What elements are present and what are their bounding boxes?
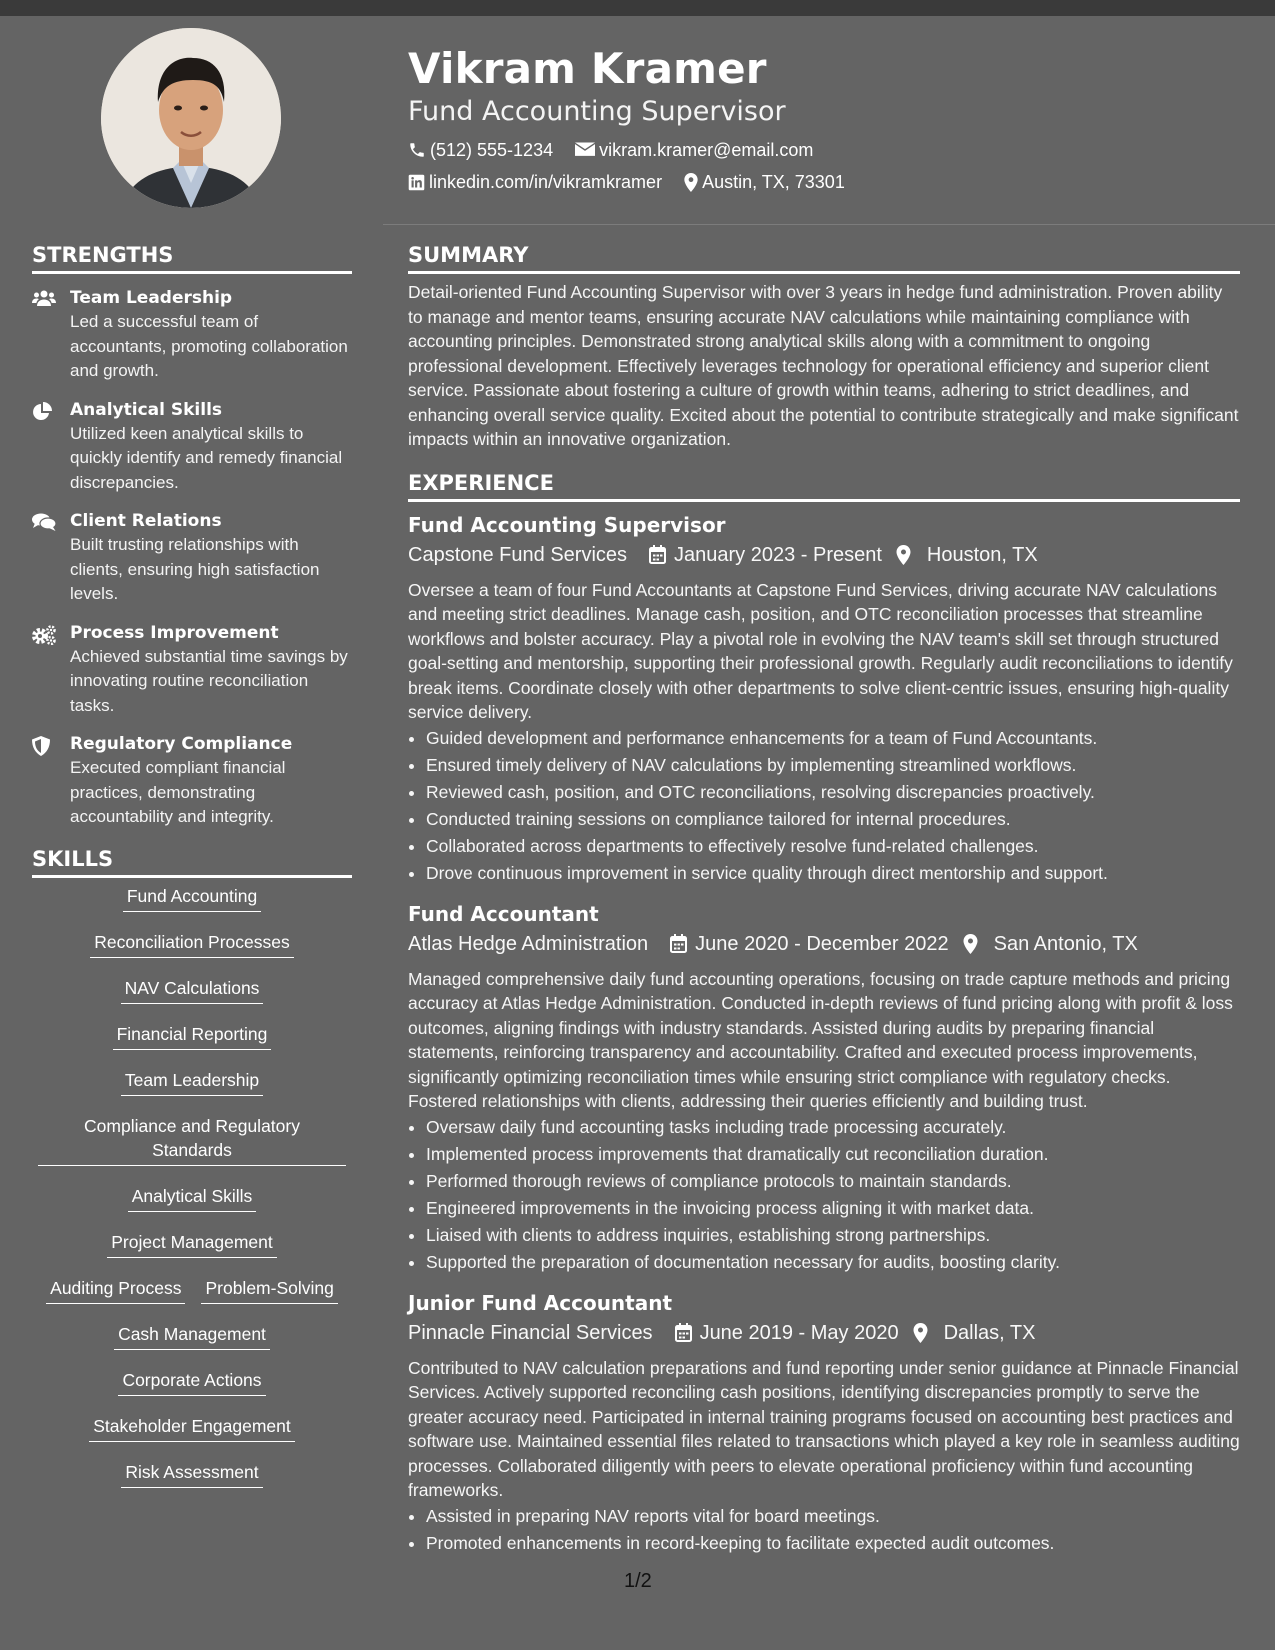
shield-icon xyxy=(32,736,50,756)
bullet-item: • Assisted in preparing NAV reports vital for board meetings. xyxy=(426,1503,1240,1530)
job-entry xyxy=(408,510,1240,887)
comments-icon xyxy=(32,513,56,531)
job-entry xyxy=(408,1288,1240,1557)
candidate-title: Fund Accounting Supervisor xyxy=(408,96,786,127)
left-column xyxy=(32,240,352,1506)
company-name: Atlas Hedge Administration xyxy=(408,932,649,955)
linkedin-url: linkedin.com/in/vikramkramer xyxy=(429,172,663,192)
bullet-item: • Guided development and performance enhancements for a team of Fund Accountants. xyxy=(426,725,1240,752)
pie-chart-icon xyxy=(32,402,52,422)
skills-list xyxy=(32,884,352,1506)
envelope-icon xyxy=(575,142,595,158)
strength-item xyxy=(32,621,352,719)
bullet-item: • Implemented process improvements that dramatically cut reconciliation duration. xyxy=(426,1141,1240,1168)
skill-tag: Financial Reporting xyxy=(113,1022,272,1050)
phone-icon xyxy=(408,141,426,159)
map-marker-icon xyxy=(684,173,698,192)
job-description: Managed comprehensive daily fund accounting operations, focusing on trade capture methods and pricing accuracy at Atlas Hedge Administration. Conducted in-depth reviews of fund pricing along with profit & loss outcomes, aligning findings with industry standards. Assisted during audits by preparing financial statements, reinforcing transparency and accountability. Crafted and executed process improvements, significantly optimizing reconciliation times while ensuring strict compliance with regulatory checks. Fostered relationships with clients, addressing their queries efficiently and building trust. xyxy=(408,968,1233,1111)
location-contact xyxy=(684,166,845,198)
bullet-item: • Oversaw daily fund accounting tasks including trade processing accurately. xyxy=(426,1114,1240,1141)
job-meta xyxy=(408,929,1240,959)
strength-title: Process Improvement xyxy=(70,622,279,643)
job-meta xyxy=(408,1318,1240,1348)
top-bar xyxy=(0,0,1275,16)
strength-item xyxy=(32,509,352,607)
phone-contact[interactable] xyxy=(408,134,553,166)
skill-tag: NAV Calculations xyxy=(121,976,264,1004)
skill-tag: Auditing Process xyxy=(46,1276,185,1304)
contact-row-2 xyxy=(408,166,1248,198)
strengths-heading: STRENGTHS xyxy=(32,240,352,274)
skill-row xyxy=(32,1276,352,1322)
map-marker-icon xyxy=(896,545,911,565)
skill-tag: Reconciliation Processes xyxy=(90,930,294,958)
skill-tag: Cash Management xyxy=(114,1322,270,1350)
summary-heading: SUMMARY xyxy=(408,240,1240,274)
job-title: Fund Accounting Supervisor xyxy=(408,512,726,537)
bullet-item: • Promoted enhancements in record-keeping to facilitate expected audit outcomes. xyxy=(426,1530,1240,1557)
calendar-icon xyxy=(649,545,666,564)
skill-tag: Stakeholder Engagement xyxy=(89,1414,295,1442)
strength-description: Achieved substantial time savings by innovating routine reconciliation tasks. xyxy=(70,646,348,715)
bullet-item: • Reviewed cash, position, and OTC reconciliations, resolving discrepancies proactively. xyxy=(426,779,1240,806)
job-description: Oversee a team of four Fund Accountants at Capstone Fund Services, driving accurate NAV calculations and meeting strict deadlines. Manage cash, position, and OTC reconciliation processes that streamline workflows and bolster accuracy. Play a pivotal role in evolving the NAV team's skill set through structured goal-setting and mentorship, supporting their professional growth. Regularly audit reconciliations to identify break items. Coordinate closely with other departments to solve client-centric issues, ensuring high-quality service delivery. xyxy=(408,579,1233,722)
calendar-icon xyxy=(675,1323,692,1342)
skill-tag: Problem-Solving xyxy=(201,1276,337,1304)
job-bullets xyxy=(408,1114,1240,1276)
skill-tag: Analytical Skills xyxy=(128,1184,257,1212)
company-name: Pinnacle Financial Services xyxy=(408,1321,653,1344)
strength-title: Team Leadership xyxy=(70,288,233,308)
job-location: Houston, TX xyxy=(926,543,1038,566)
email-contact[interactable] xyxy=(575,134,813,166)
bullet-item: • Performed thorough reviews of compliance protocols to maintain standards. xyxy=(426,1168,1240,1195)
skill-tag: Corporate Actions xyxy=(118,1368,265,1396)
strength-item xyxy=(32,732,352,830)
strength-title: Analytical Skills xyxy=(70,399,223,420)
strength-description: Led a successful team of accountants, promoting collaboration and growth. xyxy=(70,312,348,380)
strength-description: Utilized keen analytical skills to quickly identify and remedy financial discrepancies. xyxy=(70,423,343,492)
job-title: Fund Accountant xyxy=(408,901,599,926)
linkedin-contact[interactable] xyxy=(408,166,662,198)
job-description: Contributed to NAV calculation preparations and fund reporting under senior guidance at Pinnacle Financial Services. Actively supported reconciling cash positions, identifying discrepancies promptly to serve the greater accuracy need. Participated in internal training programs focused on accounting best practices and software use. Maintained essential files related to transactions which played a key role in seamless auditing processes. Collaborated diligently with peers to elevate operational proficiency within fund accounting frameworks. xyxy=(408,1357,1240,1500)
strength-description: Executed compliant financial practices, demonstrating accountability and integrity. xyxy=(70,758,286,826)
bullet-item: • Collaborated across departments to effectively resolve fund-related challenges. xyxy=(426,833,1240,860)
right-column xyxy=(408,240,1240,1557)
resume-header xyxy=(408,42,1248,198)
job-title: Junior Fund Accountant xyxy=(408,1290,673,1315)
skill-tag: Fund Accounting xyxy=(123,884,261,912)
job-location: Dallas, TX xyxy=(943,1321,1036,1344)
job-dates: June 2019 - May 2020 xyxy=(699,1321,899,1344)
map-marker-icon xyxy=(963,934,978,954)
map-marker-icon xyxy=(913,1323,928,1343)
contact-row-1 xyxy=(408,134,1248,166)
job-entry xyxy=(408,899,1240,1276)
phone-number: (512) 555-1234 xyxy=(430,140,554,160)
job-dates: June 2020 - December 2022 xyxy=(695,932,949,955)
bullet-item: • Liaised with clients to address inquiries, establishing strong partnerships. xyxy=(426,1222,1240,1249)
job-dates: January 2023 - Present xyxy=(674,543,882,566)
skills-heading: SKILLS xyxy=(32,844,352,878)
strength-title: Client Relations xyxy=(70,511,222,531)
job-bullets xyxy=(408,725,1240,887)
linkedin-icon xyxy=(408,174,425,191)
strength-item xyxy=(32,286,352,384)
experience-heading: EXPERIENCE xyxy=(408,468,1240,502)
location-text: Austin, TX, 73301 xyxy=(702,172,845,192)
bullet-item: • Drove continuous improvement in service quality through direct mentorship and support. xyxy=(426,860,1240,887)
skill-tag: Team Leadership xyxy=(121,1068,263,1096)
strengths-list xyxy=(32,286,352,830)
company-name: Capstone Fund Services xyxy=(408,543,628,566)
summary-text: Detail-oriented Fund Accounting Supervisor with over 3 years in hedge fund administration. Proven ability to manage and mentor teams, ensuring accurate NAV calculations while maintaining compliance with accounting principles. Demonstrated strong analytical skills along with a commitment to ongoing professional development. Effectively leverages technology for operational efficiency and superior client service. Passionate about fostering a culture of growth within teams, adhering to strict deadlines, and enhancing overall service quality. Excited about the potential to contribute strategically and make significant impacts within an innovative organization. xyxy=(408,282,1239,449)
gears-icon xyxy=(32,625,56,645)
skill-tag: Compliance and Regulatory Standards xyxy=(38,1114,346,1166)
job-meta xyxy=(408,540,1240,570)
profile-photo xyxy=(101,28,281,208)
bullet-item: • Ensured timely delivery of NAV calculations by implementing streamlined workflows. xyxy=(426,752,1240,779)
job-location: San Antonio, TX xyxy=(993,932,1138,955)
email-address: vikram.kramer@email.com xyxy=(599,140,814,160)
users-icon xyxy=(32,290,56,306)
candidate-name: Vikram Kramer xyxy=(408,44,767,93)
bullet-item: • Engineered improvements in the invoicing process aligning it with market data. xyxy=(426,1195,1240,1222)
skill-tag: Risk Assessment xyxy=(121,1460,262,1488)
page-number: 1/2 xyxy=(624,1570,652,1592)
strength-title: Regulatory Compliance xyxy=(70,734,293,754)
job-bullets xyxy=(408,1503,1240,1557)
header-divider xyxy=(383,224,1275,225)
strength-description: Built trusting relationships with clients, ensuring high satisfaction levels. xyxy=(70,535,320,603)
bullet-item: • Conducted training sessions on compliance tailored for internal procedures. xyxy=(426,806,1240,833)
bullet-item: • Supported the preparation of documentation necessary for audits, boosting clarity. xyxy=(426,1249,1240,1276)
strength-item xyxy=(32,398,352,496)
skill-tag: Project Management xyxy=(107,1230,276,1258)
calendar-icon xyxy=(670,934,687,953)
